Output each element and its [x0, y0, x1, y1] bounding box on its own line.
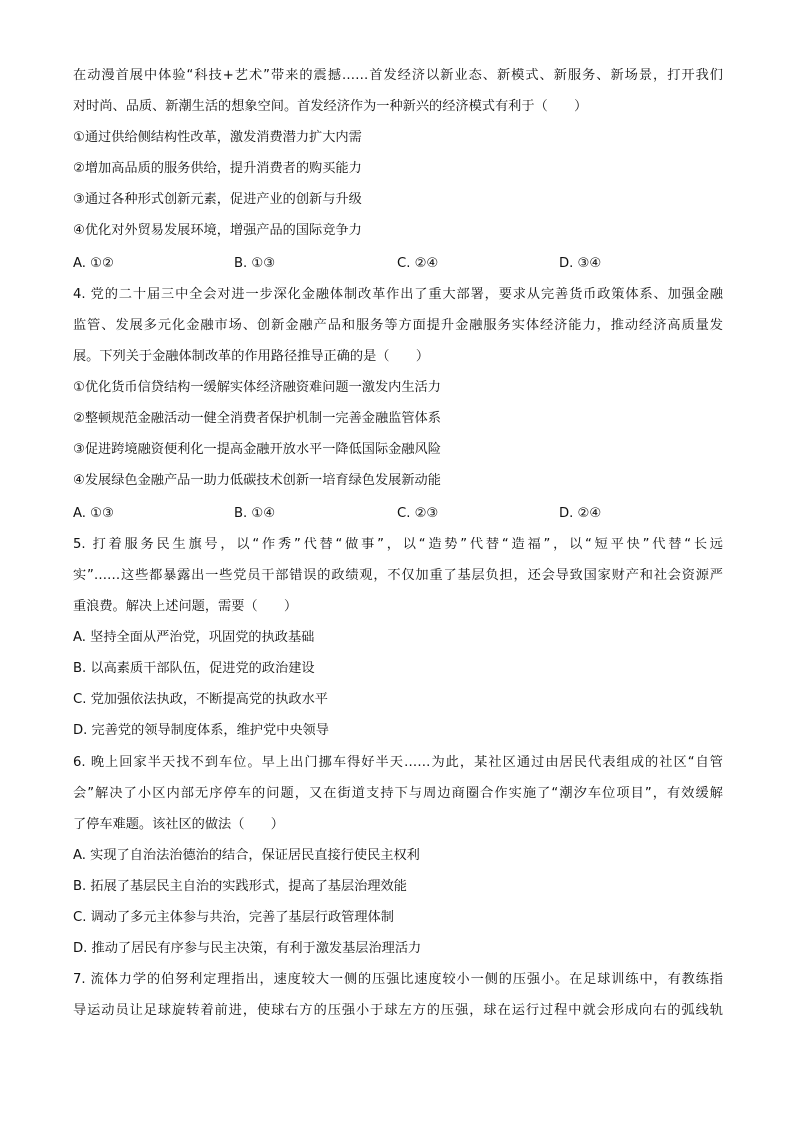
q4-stem-line: 展。下列关于金融体制改革的作用路径推导正确的是（ ） — [73, 349, 430, 364]
option-a[interactable]: A. ①③ — [73, 506, 114, 521]
statement: ②整顿规范金融活动一健全消费者保护机制一完善金融监管体系 — [73, 411, 441, 426]
option-d[interactable]: D. ②④ — [559, 506, 602, 521]
intro-stem-line: 在动漫首展中体验“科技+艺术”带来的震撼……首发经济以新业态、新模式、新服务、新场景，打开我们 — [73, 68, 723, 83]
q5-stem-line: 5. 打着服务民生旗号，以“作秀”代替“做事”，以“造势”代替“造福”，以“短平快”代替“长远 — [73, 537, 723, 552]
statement: ③促进跨境融资便利化一提高金融开放水平一降低国际金融风险 — [73, 442, 441, 457]
statement: ②增加高品质的服务供给，提升消费者的购买能力 — [73, 161, 362, 176]
choice-c[interactable]: C. 调动了多元主体参与共治，完善了基层行政管理体制 — [73, 910, 394, 925]
q4-stem-line: 监管、发展多元化金融市场、创新金融产品和服务等方面提升金融服务实体经济能力，推动经济高质量发 — [73, 318, 723, 333]
choice-b[interactable]: B. 以高素质干部队伍，促进党的政治建设 — [73, 661, 315, 676]
choice-d[interactable]: D. 完善党的领导制度体系，维护党中央领导 — [73, 723, 329, 738]
statement: ④优化对外贸易发展环境，增强产品的国际竞争力 — [73, 223, 362, 238]
option-d[interactable]: D. ③④ — [559, 256, 602, 271]
choice-d[interactable]: D. 推动了居民有序参与民主决策，有利于激发基层治理活力 — [73, 941, 422, 956]
option-b[interactable]: B. ①③ — [234, 256, 276, 271]
statement: ④发展绿色金融产品一助力低碳技术创新一培育绿色发展新动能 — [73, 473, 441, 488]
option-b[interactable]: B. ①④ — [234, 506, 276, 521]
option-c[interactable]: C. ②④ — [397, 256, 439, 271]
q7-stem-line: 导运动员让足球旋转着前进，使球右方的压强小于球左方的压强，球在运行过程中就会形成向右的弧线轨 — [73, 1003, 723, 1018]
statement: ③通过各种形式创新元素，促进产业的创新与升级 — [73, 192, 362, 207]
q6-stem-line: 了停车难题。该社区的做法（ ） — [73, 817, 284, 832]
intro-stem-line: 对时尚、品质、新潮生活的想象空间。首发经济作为一种新兴的经济模式有利于（ ） — [73, 99, 588, 114]
q6-stem-line: 6. 晚上回家半天找不到车位。早上出门挪车得好半天……为此，某社区通过由居民代表组成的社区“自管 — [73, 755, 723, 770]
option-row — [73, 504, 723, 524]
option-row — [73, 254, 723, 274]
choice-b[interactable]: B. 拓展了基层民主自治的实践形式，提高了基层治理效能 — [73, 879, 407, 894]
q5-stem-line: 实”……这些都暴露出一些党员干部错误的政绩观，不仅加重了基层负担，还会导致国家财产和社会资源严 — [73, 568, 723, 583]
choice-a[interactable]: A. 实现了自治法治德治的结合，保证居民直接行使民主权利 — [73, 848, 420, 863]
statement: ①优化货币信贷结构一缓解实体经济融资难问题一激发内生活力 — [73, 380, 441, 395]
choice-c[interactable]: C. 党加强依法执政，不断提高党的执政水平 — [73, 692, 328, 707]
option-c[interactable]: C. ②③ — [397, 506, 439, 521]
q6-stem-line: 会”解决了小区内部无序停车的问题，又在街道支持下与周边商圈合作实施了“潮汐车位项目”，有效缓解 — [73, 786, 723, 801]
q4-stem-line: 4. 党的二十届三中全会对进一步深化金融体制改革作出了重大部署，要求从完善货币政策体系、加强金融 — [73, 287, 723, 302]
statement: ①通过供给侧结构性改革，激发消费潜力扩大内需 — [73, 130, 362, 145]
option-a[interactable]: A. ①② — [73, 256, 114, 271]
q7-stem-line: 7. 流体力学的伯努利定理指出，速度较大一侧的压强比速度较小一侧的压强小。在足球训练中，有教练指 — [73, 972, 723, 987]
choice-a[interactable]: A. 坚持全面从严治党，巩固党的执政基础 — [73, 630, 315, 645]
q5-stem-line: 重浪费。解决上述问题，需要（ ） — [73, 599, 298, 614]
